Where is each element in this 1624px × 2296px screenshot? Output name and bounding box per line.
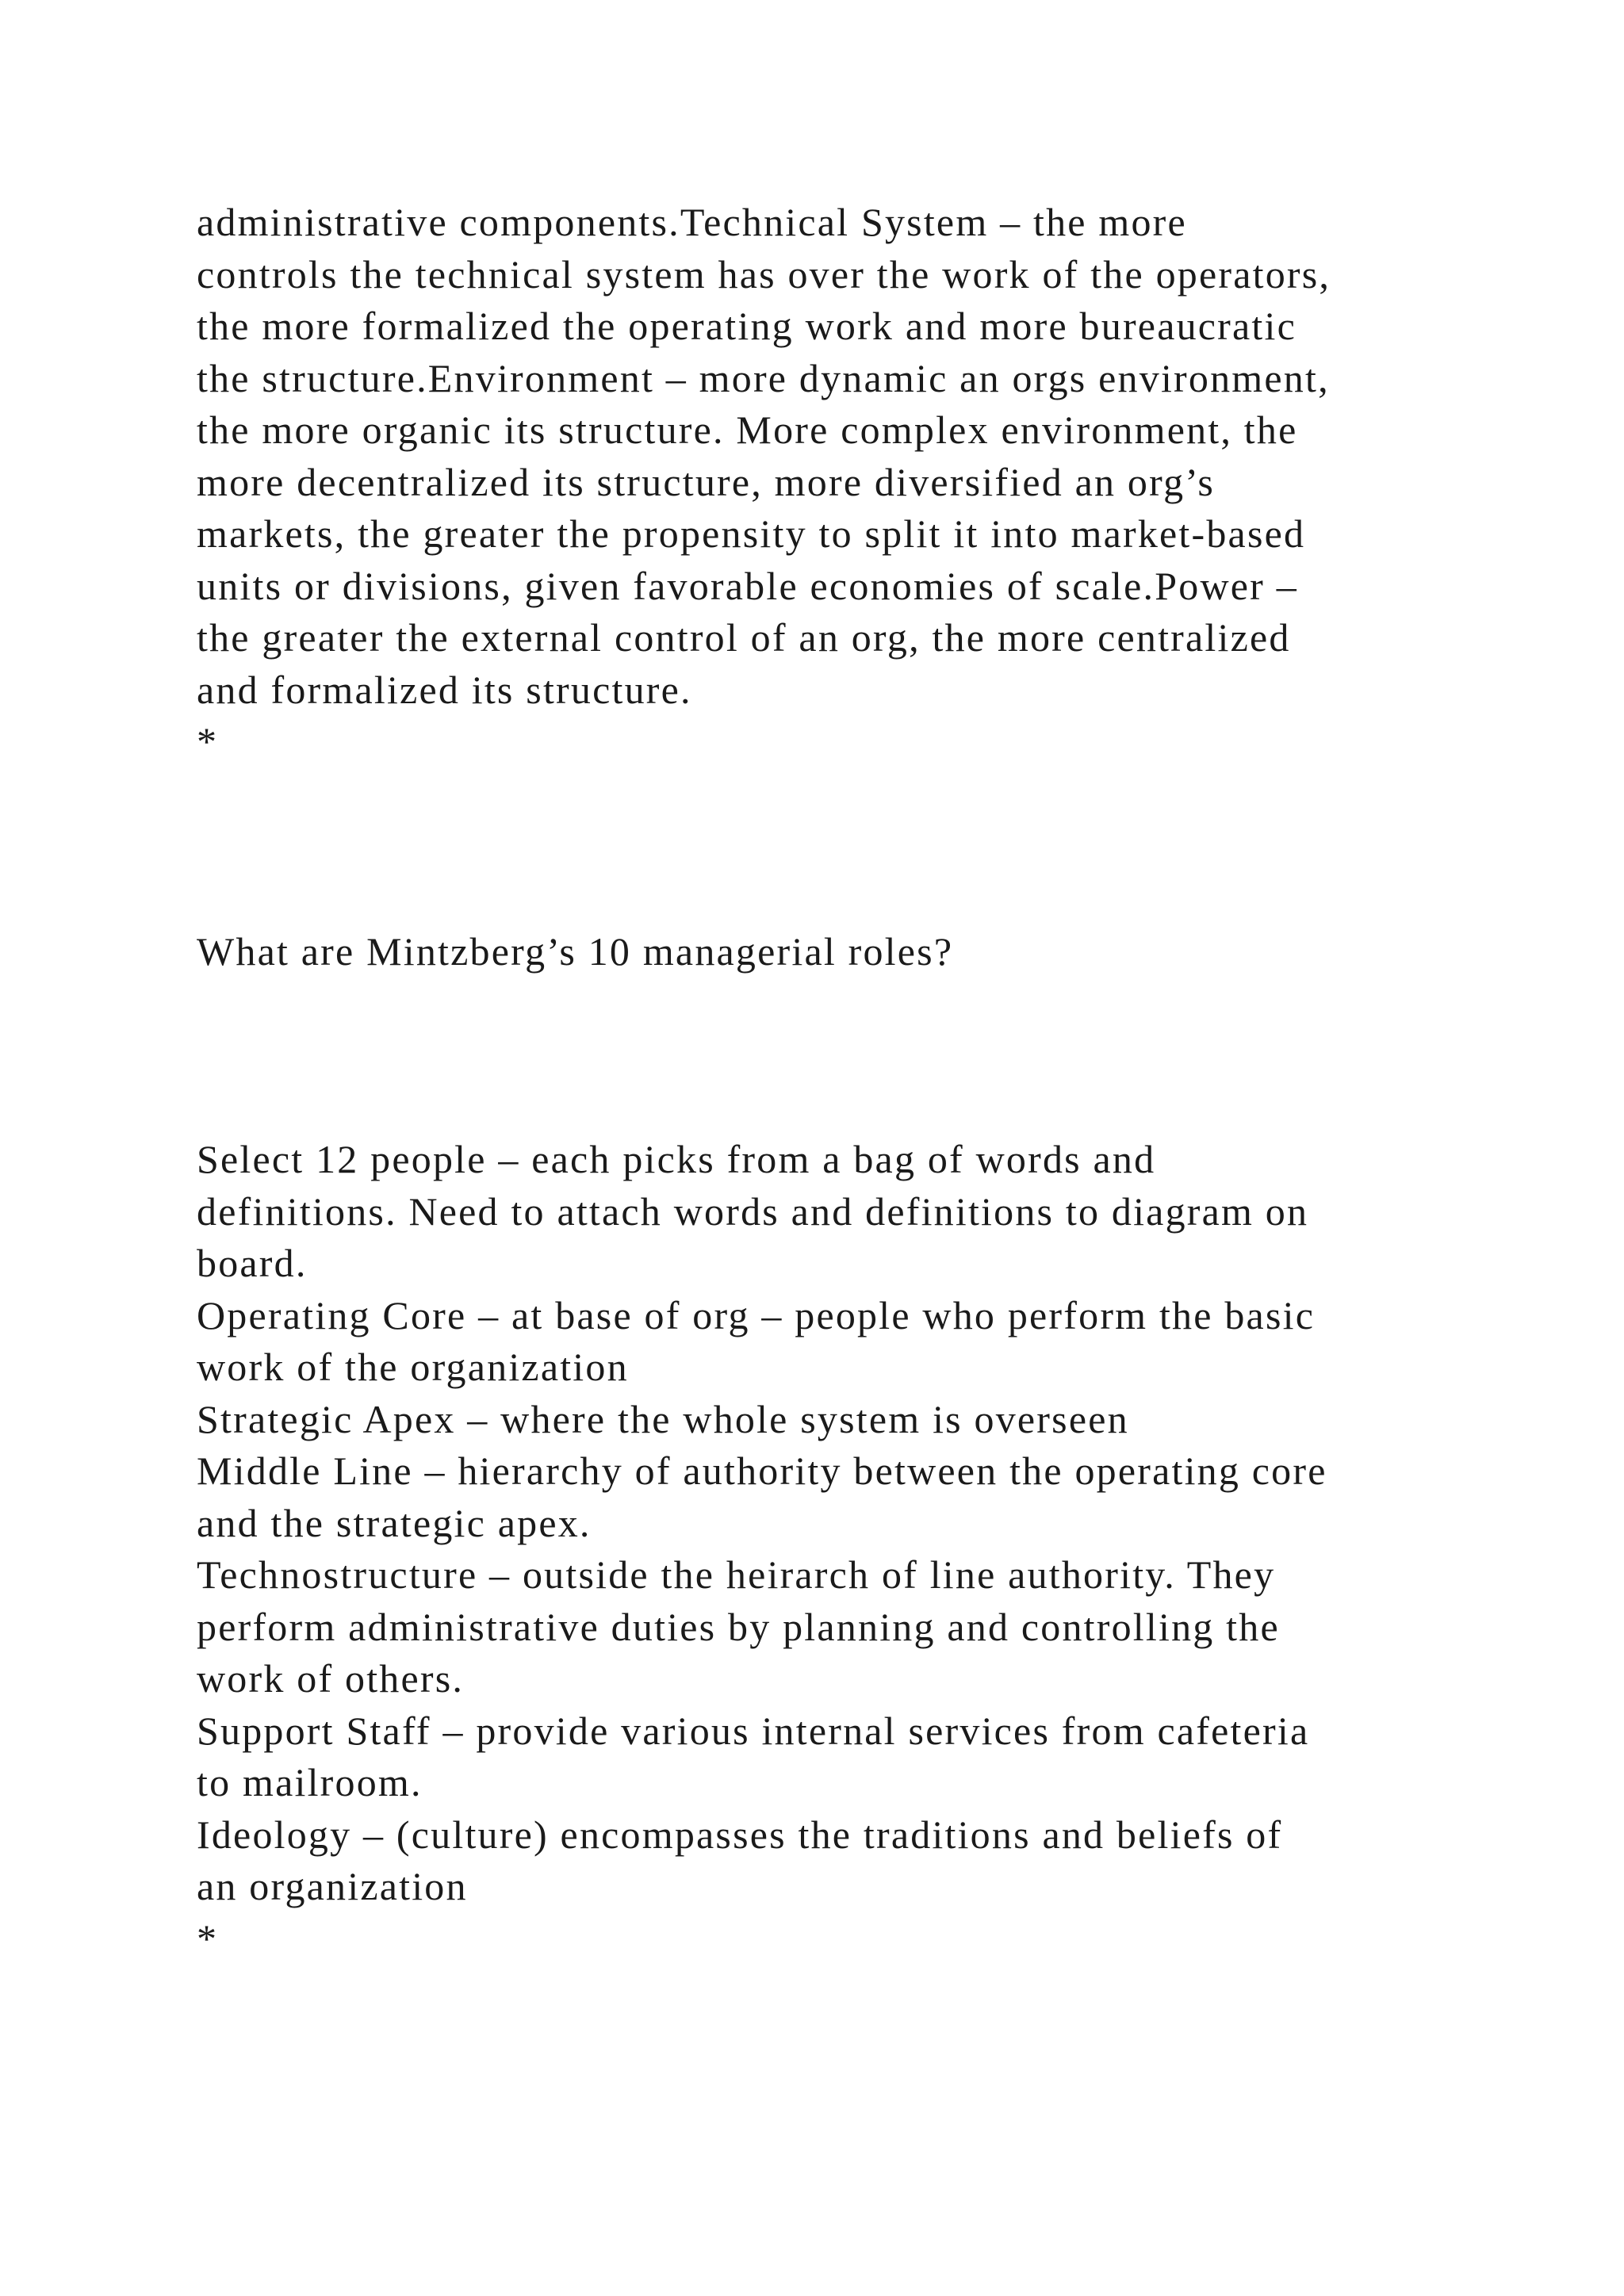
text-line: an organization — [197, 1864, 468, 1908]
text-line: and the strategic apex. — [197, 1500, 592, 1545]
text-line: Select 12 people – each picks from a bag of words and — [197, 1137, 1156, 1181]
text-line: perform administrative duties by planning and controlling the — [197, 1604, 1280, 1649]
text-line: administrative components.Technical System – the more — [197, 200, 1187, 244]
text-line: units or divisions, given favorable economies of scale.Power – — [197, 563, 1298, 608]
definition-support-staff: Support Staff – provide various internal services from cafeteria — [197, 1708, 1310, 1753]
asterisk-separator: * — [197, 1915, 219, 1961]
paragraph-activity-definitions — [197, 1134, 1465, 1965]
text-line: the structure.Environment – more dynamic an orgs environment, — [197, 355, 1330, 400]
text-line: board. — [197, 1241, 308, 1285]
definition-strategic-apex: Strategic Apex – where the whole system is overseen — [197, 1396, 1129, 1441]
definition-operating-core: Operating Core – at base of org – people who perform the basic — [197, 1292, 1316, 1337]
text-line: more decentralized its structure, more diversified an org’s — [197, 459, 1216, 504]
definition-middle-line: Middle Line – hierarchy of authority between the operating core — [197, 1448, 1327, 1493]
asterisk-separator: * — [197, 719, 219, 763]
text-line: the more organic its structure. More complex environment, the — [197, 408, 1298, 452]
paragraph-org-structure-factors — [197, 197, 1465, 768]
text-line: definitions. Need to attach words and definitions to diagram on — [197, 1188, 1309, 1234]
text-line: work of others. — [197, 1656, 465, 1701]
text-line: markets, the greater the propensity to split it into market-based — [197, 511, 1306, 556]
question-text: What are Mintzberg’s 10 managerial roles? — [197, 929, 954, 974]
text-line: the more formalized the operating work and more bureaucratic — [197, 304, 1297, 348]
text-line: the greater the external control of an org, the more centralized — [197, 615, 1291, 660]
question-heading — [197, 926, 1465, 978]
text-line: to mailroom. — [197, 1760, 423, 1804]
text-line: controls the technical system has over the work of the operators, — [197, 251, 1331, 297]
text-line: and formalized its structure. — [197, 667, 692, 712]
definition-technostructure: Technostructure – outside the heirarch of line authority. They — [197, 1552, 1276, 1597]
text-line: work of the organization — [197, 1345, 629, 1389]
definition-ideology: Ideology – (culture) encompasses the traditions and beliefs of — [197, 1812, 1283, 1857]
